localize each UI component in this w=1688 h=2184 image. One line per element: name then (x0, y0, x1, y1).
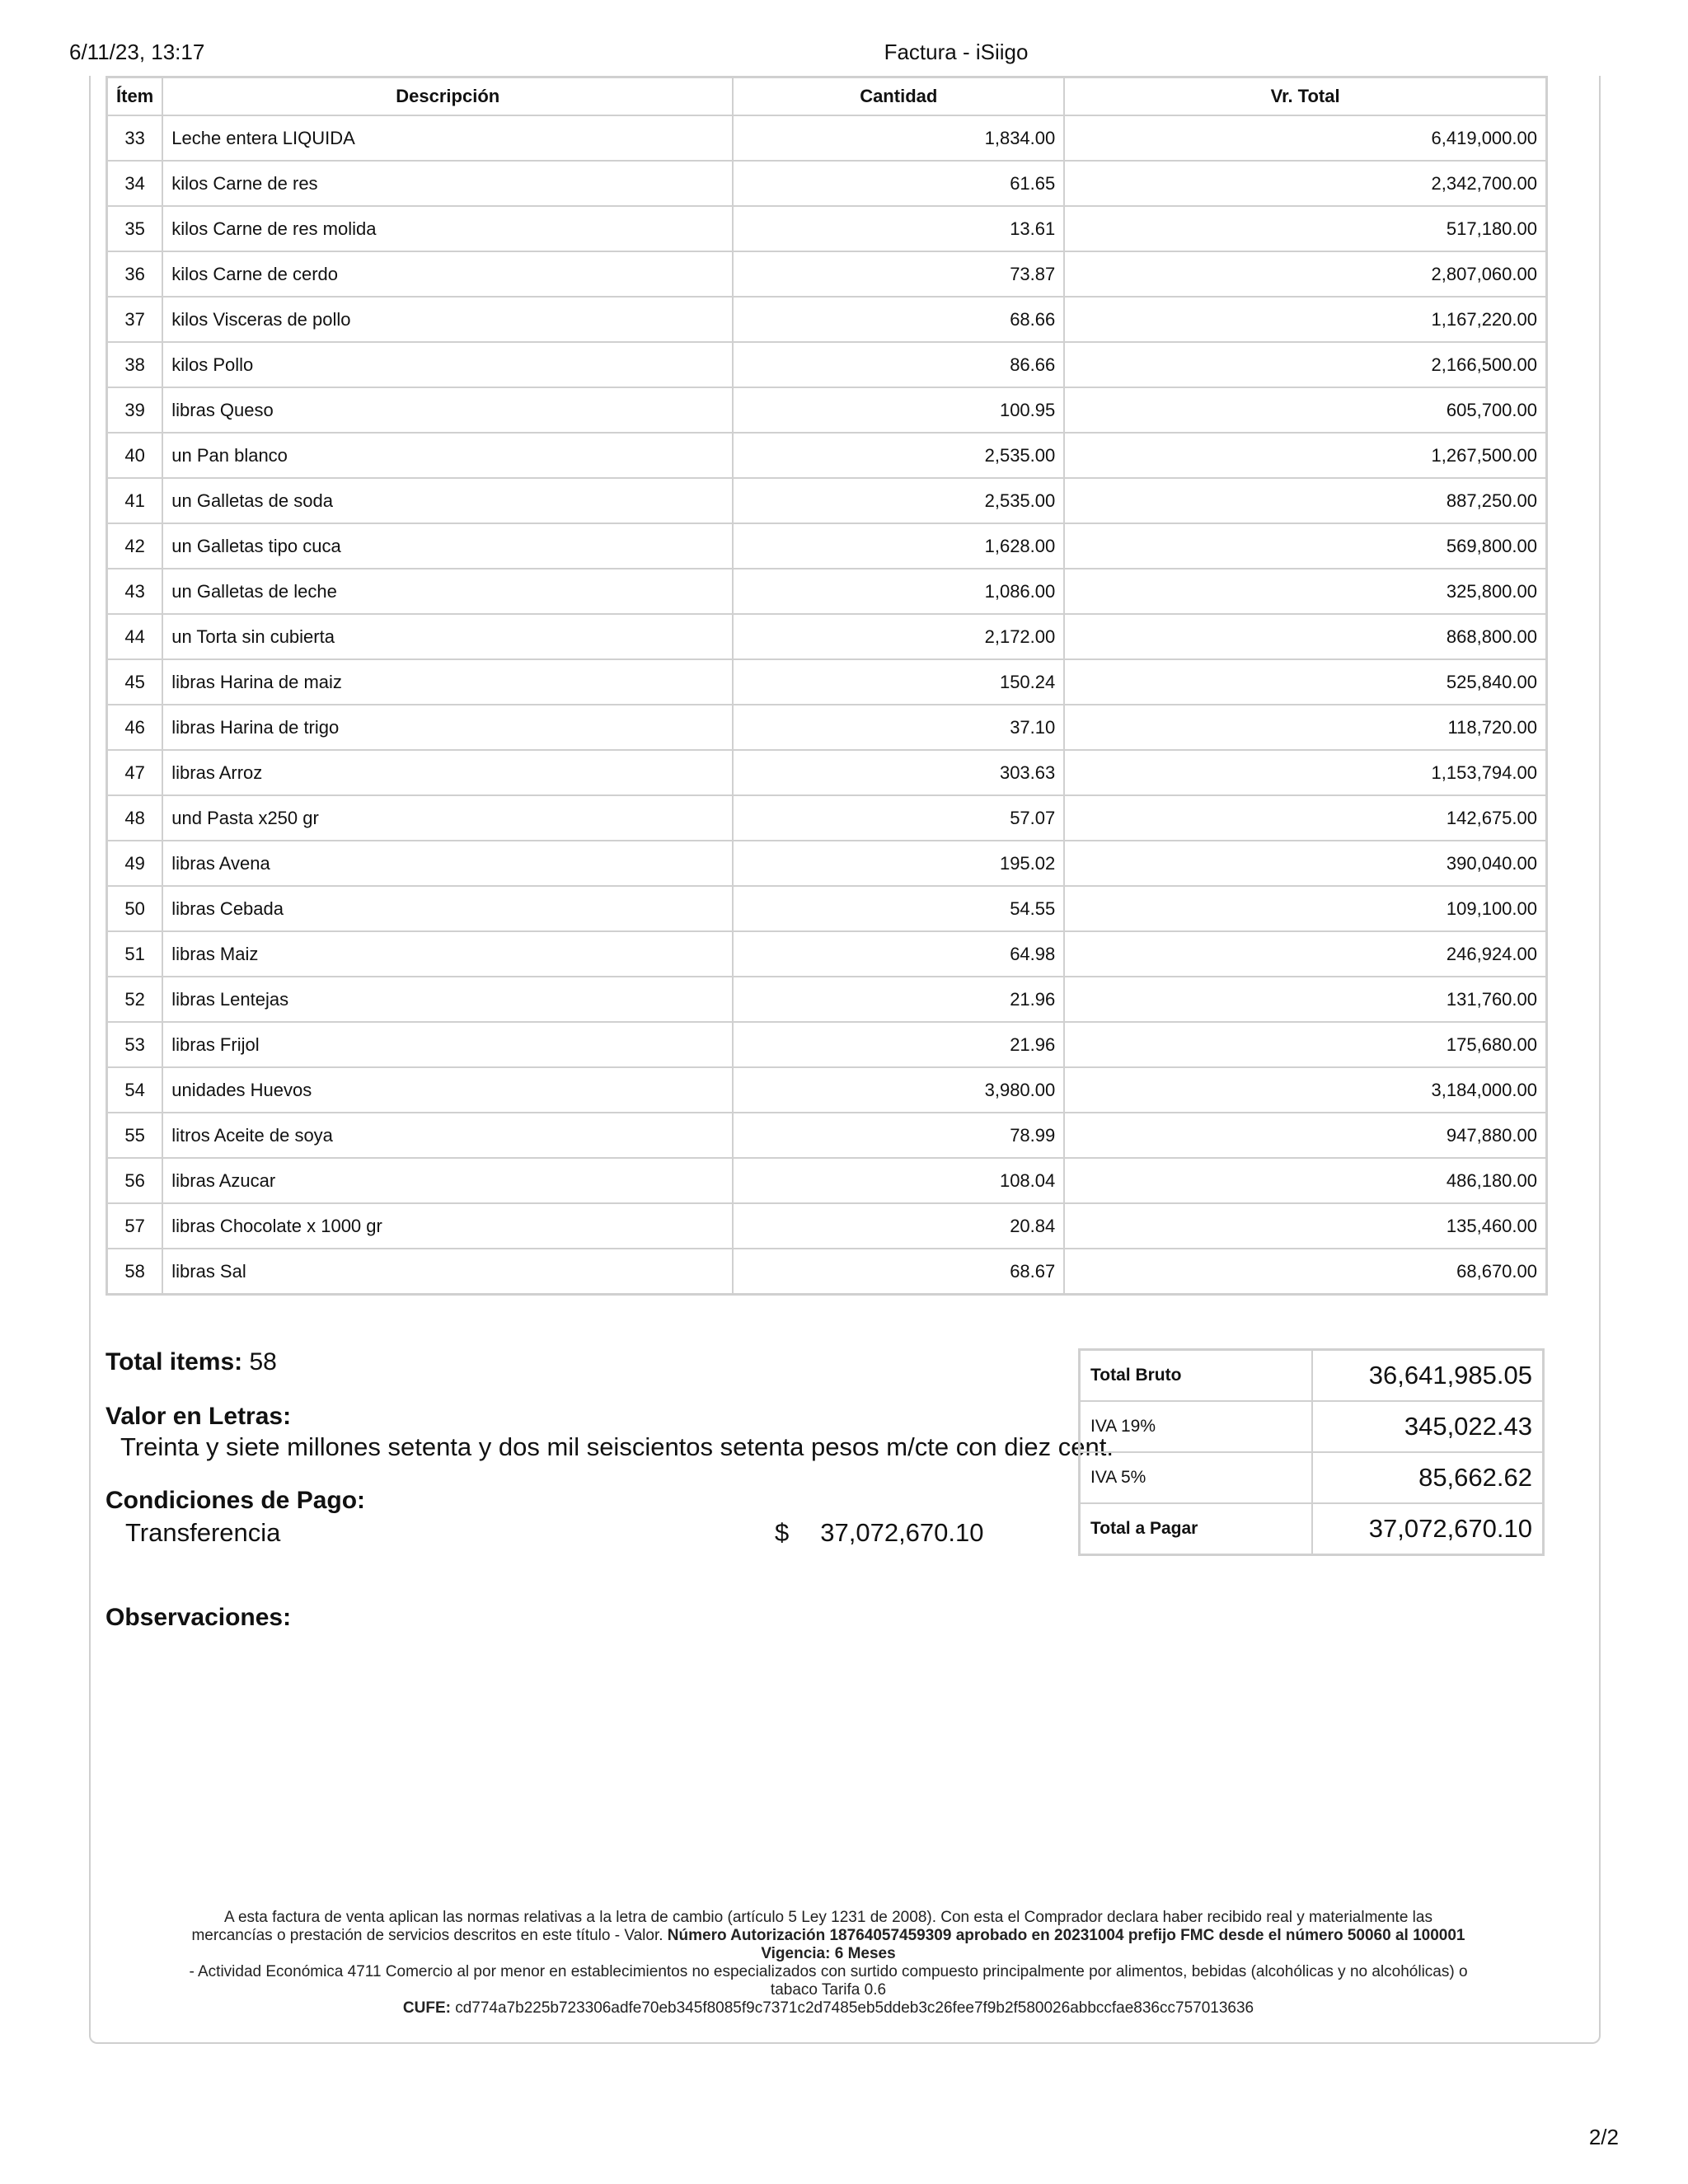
total-cell: 142,675.00 (1064, 795, 1546, 841)
quantity-cell: 303.63 (733, 750, 1064, 795)
header-quantity: Cantidad (733, 77, 1064, 116)
table-row (107, 1158, 1547, 1203)
item-cell: 58 (107, 1249, 163, 1295)
total-cell: 175,680.00 (1064, 1022, 1546, 1067)
total-cell: 486,180.00 (1064, 1158, 1546, 1203)
legal-line: A esta factura de venta aplican las normas relativas a la letra de cambio (artículo 5 Ley 1231 de 2008). Con esta el Comprador declara haber recibido real y materialmente las (224, 1909, 1432, 1926)
total-cell: 2,807,060.00 (1064, 251, 1546, 297)
document-title: Factura - iSiigo (884, 40, 1029, 64)
legal-line: tabaco Tarifa 0.6 (770, 1981, 887, 1999)
total-cell: 1,267,500.00 (1064, 433, 1546, 478)
currency-symbol: $ (775, 1518, 790, 1547)
table-row (107, 795, 1547, 841)
description-cell: libras Cebada (162, 886, 733, 931)
quantity-cell: 57.07 (733, 795, 1064, 841)
description-cell: Leche entera LIQUIDA (162, 115, 733, 161)
quantity-cell: 61.65 (733, 161, 1064, 206)
quantity-cell: 68.66 (733, 297, 1064, 342)
item-cell: 52 (107, 977, 163, 1022)
description-cell: libras Arroz (162, 750, 733, 795)
table-row (107, 977, 1547, 1022)
item-cell: 47 (107, 750, 163, 795)
totals-row (1080, 1350, 1544, 1402)
total-cell: 947,880.00 (1064, 1113, 1546, 1158)
quantity-cell: 21.96 (733, 977, 1064, 1022)
description-cell: kilos Pollo (162, 342, 733, 387)
total-items-value: 58 (249, 1348, 277, 1376)
totals-table (1078, 1348, 1545, 1556)
item-cell: 51 (107, 931, 163, 977)
item-cell: 34 (107, 161, 163, 206)
total-cell: 887,250.00 (1064, 478, 1546, 523)
total-cell: 868,800.00 (1064, 614, 1546, 659)
total-bruto-label: Total Bruto (1080, 1350, 1313, 1402)
description-cell: un Galletas de soda (162, 478, 733, 523)
quantity-cell: 73.87 (733, 251, 1064, 297)
item-cell: 49 (107, 841, 163, 886)
item-cell: 43 (107, 569, 163, 614)
table-row (107, 1113, 1547, 1158)
amount-in-words-label: Valor en Letras: (106, 1403, 292, 1430)
description-cell: libras Queso (162, 387, 733, 433)
quantity-cell: 195.02 (733, 841, 1064, 886)
item-cell: 56 (107, 1158, 163, 1203)
total-cell: 1,167,220.00 (1064, 297, 1546, 342)
item-cell: 55 (107, 1113, 163, 1158)
description-cell: libras Maiz (162, 931, 733, 977)
totals-row (1080, 1452, 1544, 1503)
cufe-value: cd774a7b225b723306adfe70eb345f8085f9c7371c2d7485eb5ddeb3c26fee7f9b2f580026abbccfae836cc757013636 (455, 1999, 1254, 2017)
validity: Vigencia: 6 Meses (761, 1945, 896, 1962)
item-cell: 36 (107, 251, 163, 297)
legal-notice (132, 1909, 1525, 2018)
table-row (107, 251, 1547, 297)
description-cell: libras Harina de maiz (162, 659, 733, 705)
total-bruto-value: 36,641,985.05 (1312, 1350, 1544, 1402)
quantity-cell: 86.66 (733, 342, 1064, 387)
quantity-cell: 2,535.00 (733, 433, 1064, 478)
table-row (107, 433, 1547, 478)
quantity-cell: 2,535.00 (733, 478, 1064, 523)
total-cell: 2,166,500.00 (1064, 342, 1546, 387)
table-row (107, 931, 1547, 977)
total-cell: 135,460.00 (1064, 1203, 1546, 1249)
table-row (107, 342, 1547, 387)
description-cell: libras Sal (162, 1249, 733, 1295)
item-cell: 35 (107, 206, 163, 251)
table-row (107, 569, 1547, 614)
description-cell: libras Chocolate x 1000 gr (162, 1203, 733, 1249)
total-a-pagar-label: Total a Pagar (1080, 1503, 1313, 1555)
quantity-cell: 3,980.00 (733, 1067, 1064, 1113)
payment-amount-value: 37,072,670.10 (820, 1518, 984, 1547)
table-header-row (107, 77, 1547, 116)
item-cell: 45 (107, 659, 163, 705)
total-cell: 68,670.00 (1064, 1249, 1546, 1295)
description-cell: un Torta sin cubierta (162, 614, 733, 659)
total-cell: 605,700.00 (1064, 387, 1546, 433)
payment-amount (775, 1518, 984, 1548)
table-row (107, 841, 1547, 886)
table-row (107, 659, 1547, 705)
item-cell: 44 (107, 614, 163, 659)
legal-line (132, 1927, 1525, 1945)
item-cell: 39 (107, 387, 163, 433)
legal-line: - Actividad Económica 4711 Comercio al por menor en establecimientos no especializados con surtido compuesto principalmente por alimentos, bebidas (alcohólicas y no alcohólicas) o (189, 1963, 1468, 1980)
table-row (107, 705, 1547, 750)
total-items (106, 1348, 277, 1376)
table-row (107, 161, 1547, 206)
quantity-cell: 1,086.00 (733, 569, 1064, 614)
header-description: Descripción (162, 77, 733, 116)
payment-method: Transferencia (125, 1518, 281, 1547)
item-cell: 41 (107, 478, 163, 523)
table-row (107, 478, 1547, 523)
authorization-number: Número Autorización 18764057459309 aprobado en 20231004 prefijo FMC desde el número 50060 al 100001 (667, 1927, 1465, 1944)
total-cell: 6,419,000.00 (1064, 115, 1546, 161)
description-cell: kilos Visceras de pollo (162, 297, 733, 342)
legal-text: mercancías o prestación de servicios descritos en este título - Valor. (191, 1927, 663, 1944)
total-cell: 325,800.00 (1064, 569, 1546, 614)
table-row (107, 614, 1547, 659)
quantity-cell: 108.04 (733, 1158, 1064, 1203)
totals-row (1080, 1401, 1544, 1452)
quantity-cell: 13.61 (733, 206, 1064, 251)
total-cell: 517,180.00 (1064, 206, 1546, 251)
table-row (107, 297, 1547, 342)
page-number: 2/2 (1588, 2125, 1619, 2149)
iva-19-value: 345,022.43 (1312, 1401, 1544, 1452)
total-cell: 118,720.00 (1064, 705, 1546, 750)
legal-line (132, 1945, 1525, 1963)
item-cell: 48 (107, 795, 163, 841)
quantity-cell: 20.84 (733, 1203, 1064, 1249)
print-datetime: 6/11/23, 13:17 (69, 40, 205, 64)
total-cell: 109,100.00 (1064, 886, 1546, 931)
totals-row (1080, 1503, 1544, 1555)
quantity-cell: 64.98 (733, 931, 1064, 977)
total-items-label: Total items: (106, 1348, 243, 1376)
description-cell: un Galletas de leche (162, 569, 733, 614)
description-cell: litros Aceite de soya (162, 1113, 733, 1158)
payment-conditions-label: Condiciones de Pago: (106, 1487, 366, 1514)
quantity-cell: 1,628.00 (733, 523, 1064, 569)
description-cell: libras Lentejas (162, 977, 733, 1022)
table-row (107, 1067, 1547, 1113)
description-cell: kilos Carne de cerdo (162, 251, 733, 297)
total-a-pagar-value: 37,072,670.10 (1312, 1503, 1544, 1555)
iva-5-value: 85,662.62 (1312, 1452, 1544, 1503)
header-item: Ítem (107, 77, 163, 116)
quantity-cell: 2,172.00 (733, 614, 1064, 659)
description-cell: libras Frijol (162, 1022, 733, 1067)
quantity-cell: 54.55 (733, 886, 1064, 931)
item-cell: 57 (107, 1203, 163, 1249)
invoice-items-table (106, 76, 1548, 1296)
quantity-cell: 78.99 (733, 1113, 1064, 1158)
quantity-cell: 100.95 (733, 387, 1064, 433)
quantity-cell: 1,834.00 (733, 115, 1064, 161)
quantity-cell: 150.24 (733, 659, 1064, 705)
total-cell: 3,184,000.00 (1064, 1067, 1546, 1113)
cufe-line (132, 1999, 1525, 2018)
description-cell: kilos Carne de res molida (162, 206, 733, 251)
iva-5-label: IVA 5% (1080, 1452, 1313, 1503)
total-cell: 1,153,794.00 (1064, 750, 1546, 795)
description-cell: und Pasta x250 gr (162, 795, 733, 841)
table-row (107, 523, 1547, 569)
description-cell: libras Avena (162, 841, 733, 886)
total-cell: 131,760.00 (1064, 977, 1546, 1022)
table-row (107, 1022, 1547, 1067)
table-row (107, 387, 1547, 433)
amount-in-words: Treinta y siete millones setenta y dos mil seiscientos setenta pesos m/cte con diez cent. (120, 1432, 1114, 1461)
item-cell: 37 (107, 297, 163, 342)
table-row (107, 886, 1547, 931)
iva-19-label: IVA 19% (1080, 1401, 1313, 1452)
item-cell: 42 (107, 523, 163, 569)
item-cell: 54 (107, 1067, 163, 1113)
header-total: Vr. Total (1064, 77, 1546, 116)
description-cell: libras Harina de trigo (162, 705, 733, 750)
observations-label: Observaciones: (106, 1604, 292, 1631)
item-cell: 46 (107, 705, 163, 750)
quantity-cell: 21.96 (733, 1022, 1064, 1067)
item-cell: 38 (107, 342, 163, 387)
table-row (107, 1203, 1547, 1249)
table-row (107, 206, 1547, 251)
table-row (107, 115, 1547, 161)
table-row (107, 750, 1547, 795)
total-cell: 2,342,700.00 (1064, 161, 1546, 206)
item-cell: 33 (107, 115, 163, 161)
cufe-label: CUFE: (402, 1999, 451, 2017)
item-cell: 40 (107, 433, 163, 478)
quantity-cell: 37.10 (733, 705, 1064, 750)
description-cell: unidades Huevos (162, 1067, 733, 1113)
description-cell: un Galletas tipo cuca (162, 523, 733, 569)
total-cell: 569,800.00 (1064, 523, 1546, 569)
quantity-cell: 68.67 (733, 1249, 1064, 1295)
table-row (107, 1249, 1547, 1295)
description-cell: un Pan blanco (162, 433, 733, 478)
total-cell: 390,040.00 (1064, 841, 1546, 886)
total-cell: 246,924.00 (1064, 931, 1546, 977)
description-cell: libras Azucar (162, 1158, 733, 1203)
total-cell: 525,840.00 (1064, 659, 1546, 705)
item-cell: 53 (107, 1022, 163, 1067)
table-body (107, 115, 1547, 1295)
item-cell: 50 (107, 886, 163, 931)
description-cell: kilos Carne de res (162, 161, 733, 206)
